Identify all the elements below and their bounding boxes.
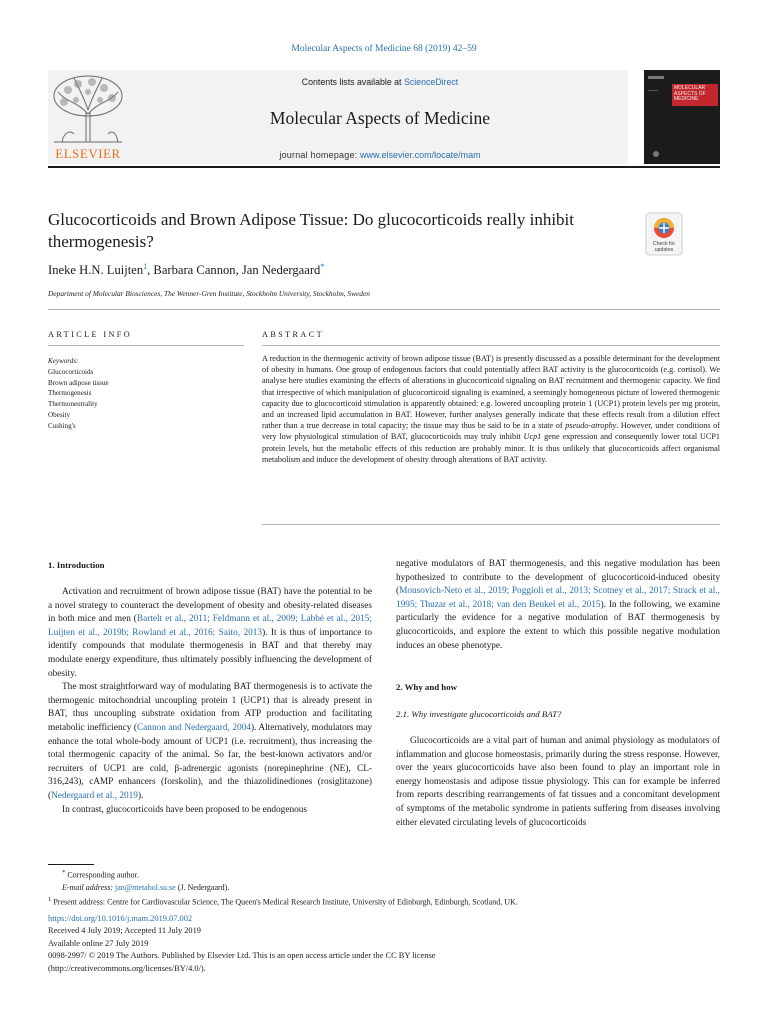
author-name: Jan Nedergaard: [241, 263, 321, 278]
keywords-block: [48, 356, 238, 432]
contents-prefix: Contents lists available at: [301, 77, 404, 87]
keyword-item: Thermogenesis: [48, 389, 92, 398]
elsevier-logo: [48, 72, 128, 164]
paragraph-text: ). In the following, we examine particularly the evidence for a negative modulation of BAT thermogenesis by glucocorticoids, and explore the extent to which this possible negative modulation induces an obese phenotype.: [396, 599, 720, 651]
keyword-item: Thermoneutrality: [48, 400, 98, 409]
journal-title: Molecular Aspects of Medicine: [269, 108, 491, 128]
footnotes: [48, 867, 720, 910]
publication-info: [48, 913, 720, 975]
section-heading-introduction: 1. Introduction: [48, 560, 105, 570]
corresponding-author-mark[interactable]: *: [320, 262, 325, 271]
paragraph-text: ). Alternatively, modulators may enhance the total whole-body amount of UCP1 (i.e. recruitment), thus increasing the total thermogenic capacity of the animal. So far, the best-known activators and/or recruiters of UCP1 are cold, β-adrenergic agonists (norepinephrine (NE), CL-316,243), cAMP enhancers (forskolin), and the thiazolidinediones (rosiglitazone) (: [48, 722, 372, 801]
article-title: Glucocorticoids and Brown Adipose Tissue: Do glucocorticoids really inhibit thermogenesis?: [48, 210, 575, 251]
author-list: [48, 262, 628, 278]
footnote-text: Corresponding author.: [67, 870, 139, 880]
author-name: Barbara Cannon: [153, 263, 236, 278]
author-affiliation: Department of Molecular Biosciences, The Wenner-Gren Institute, Stockholm University, Stockholm, Sweden: [48, 289, 370, 298]
homepage-label: journal homepage:: [279, 150, 361, 160]
footnote-rule: [48, 864, 94, 865]
paragraph-text: ).: [137, 790, 144, 801]
why-paragraph: Glucocorticoids are a vital part of human and animal physiology as modulators of inflammation and glucose homeostasis, primarily during the stress response. However, over the years glucocorticoids have also been found to play an important role in energy homeostasis and adipose tissue physiology. This can for example be inferred from reports describing rearrangements of fat tissues and a concomitant development of symptoms of the metabolic syndrome in patients suffering from diseases involving either elevated circulating levels of glucocorticoids: [396, 736, 720, 828]
received-dates: Received 4 July 2019; Accepted 11 July 2019: [48, 926, 201, 936]
header-rule: [48, 166, 720, 168]
why-column-text: [396, 735, 720, 830]
contents-line: [130, 77, 630, 87]
intro-paragraph: [48, 586, 372, 681]
section-heading-why-and-how: 2. Why and how: [396, 682, 457, 692]
left-column-text: [48, 586, 372, 817]
front-matter-rule: [48, 309, 720, 310]
author-name: Ineke H.N. Luijten: [48, 263, 144, 278]
footnote-present-address: [48, 894, 720, 909]
author-footnote-mark[interactable]: 1: [143, 262, 148, 271]
abstract-heading: ABSTRACT: [262, 330, 324, 339]
subsection-heading: 2.1. Why investigate glucocorticoids and BAT?: [396, 709, 562, 719]
available-online: Available online 27 July 2019: [48, 938, 149, 948]
abstract-italic: Ucp1: [523, 432, 542, 442]
keyword-item: Obesity: [48, 410, 71, 419]
license-text: 0098-2997/ © 2019 The Authors. Published by Elsevier Ltd. This is an open access article under the CC BY license: [48, 951, 436, 961]
intro-paragraph: [396, 558, 720, 653]
abstract-bottom-rule: [262, 524, 720, 525]
abstract-text: [262, 353, 720, 465]
paragraph-text: Activation and recruitment of brown adipose tissue (BAT) have the potential to be a novel strategy to counteract the development of obesity and obesity-related diseases in both mice and men (: [48, 587, 372, 625]
keyword-item: Brown adipose tissue: [48, 378, 109, 387]
right-column-text: [396, 558, 720, 653]
reference-links[interactable]: Mousovich-Neto et al., 2019; Poggioli et al., 2013; Scotney et al., 2017; Strack et al., 1995; Thuzar et al., 2018; van den Beukel et al., 2015: [396, 586, 720, 610]
cover-decoration: [644, 70, 720, 164]
footnote-corresponding: [48, 867, 720, 882]
intro-paragraph: [48, 681, 372, 803]
sciencedirect-link[interactable]: ScienceDirect: [403, 77, 459, 87]
doi-link[interactable]: https://doi.org/10.1016/j.mam.2019.07.002: [48, 914, 193, 923]
footnote-text: Present address: Centre for Cardiovascular Science, The Queen's Medical Research Institute, University of Edinburgh, Edinburgh, Scotland, UK.: [53, 898, 518, 908]
journal-cover[interactable]: [644, 70, 720, 164]
article-info-heading: ARTICLE INFO: [48, 330, 133, 339]
article-info-rule: [48, 345, 244, 346]
author-separator: ,: [235, 263, 242, 278]
email-link[interactable]: jan@metabol.su.se: [115, 883, 176, 893]
paragraph-text: negative modulators of BAT thermogenesis, and this negative modulation has been hypothesized to contribute to the development of glucocorticoid-induced obesity (: [396, 559, 720, 597]
keyword-item: Cushing's: [48, 421, 76, 430]
abstract-part: . However, under conditions of very low physiological stimulation of BAT, glucocorticoids may truly inhibit: [262, 421, 720, 442]
footnote-mark: *: [62, 869, 66, 876]
footnote-email: [48, 882, 720, 894]
author-separator: ,: [147, 263, 154, 278]
abstract-part: gene expression and consequently lower total UCP1 protein levels, but the metabolic effects of this reduction are probably minor. It is thus unlikely that glucocorticoids affect organismal metabolism and induce the development of obesity through alterations of BAT activity.: [262, 432, 720, 464]
reference-link[interactable]: Cannon and Nedergaard, 2004: [136, 722, 251, 733]
journal-reference[interactable]: Molecular Aspects of Medicine 68 (2019) 42–59: [291, 44, 477, 54]
abstract-italic: pseudo-atrophy: [565, 421, 617, 431]
reference-link[interactable]: Nedergaard et al., 2019: [51, 790, 138, 801]
keyword-item: Glucocorticoids: [48, 367, 94, 376]
abstract-rule: [262, 345, 720, 346]
intro-paragraph: In contrast, glucocorticoids have been proposed to be endogenous: [62, 804, 308, 815]
homepage-link[interactable]: www.elsevier.com/locate/mam: [360, 150, 481, 160]
paragraph-text: The most straightforward way of modulating BAT thermogenesis is to activate the thermogenic mitochondrial uncoupling protein 1 (UCP1) that is already present in BAT, thus uncoupling substrate oxidation from ATP production and facilitating metabolic inefficiency (: [48, 682, 372, 733]
abstract-part: A reduction in the thermogenic activity of brown adipose tissue (BAT) is presently discussed as a possible determinant for the development of obesity in humans. One group of endogenous factors that could potentially affect BAT activity is the glucocorticoids (e.g. cortisol). We analyse here studies examining the effects of alterations in glucocorticoid signaling on BAT recruitment and thermogenic capacity. We find that irrespective of which manipulation of glucocorticoid signaling is examined, a seemingly homogeneous picture of lowered thermogenic capacity due to glucocorticoid stimulation is apparently obtained: e.g. lowered uncoupling protein 1 (UCP1) protein levels per mg protein, and an increased lipid accumulation in BAT. However, further analyses generally indicate that these effects result from a dilution effect rather than a true decrease in total capacity; the tissue may thus be said to be in a state of: [262, 354, 720, 431]
license-url[interactable]: (http://creativecommons.org/licenses/BY/4.0/).: [48, 963, 206, 973]
cover-title: MOLECULAR ASPECTS OF MEDICINE: [674, 85, 706, 102]
journal-homepage: [130, 150, 630, 160]
email-label: E-mail address:: [62, 883, 114, 893]
paragraph-text: ). It is thus of importance to identify compounds that modulate thermogenesis in BAT and that thereby may modulate energy expenditure, thus ultimately possibly influencing the development of obesity.: [48, 627, 372, 679]
elsevier-wordmark: ELSEVIER: [55, 146, 121, 161]
footnote-mark: 1: [48, 896, 52, 904]
keywords-label: Keywords:: [48, 357, 79, 365]
elsevier-tree-icon: [48, 72, 128, 146]
email-suffix: (J. Nedergaard).: [175, 883, 230, 893]
crossmark-label: Check for updates: [652, 241, 676, 253]
crossmark-badge[interactable]: [644, 212, 684, 256]
reference-links[interactable]: Bartelt et al., 2011; Feldmann et al., 2009; Labbé et al., 2015; Luijten et al., 2019b; Rowland et al., 2016; Saito, 2013: [48, 614, 372, 638]
